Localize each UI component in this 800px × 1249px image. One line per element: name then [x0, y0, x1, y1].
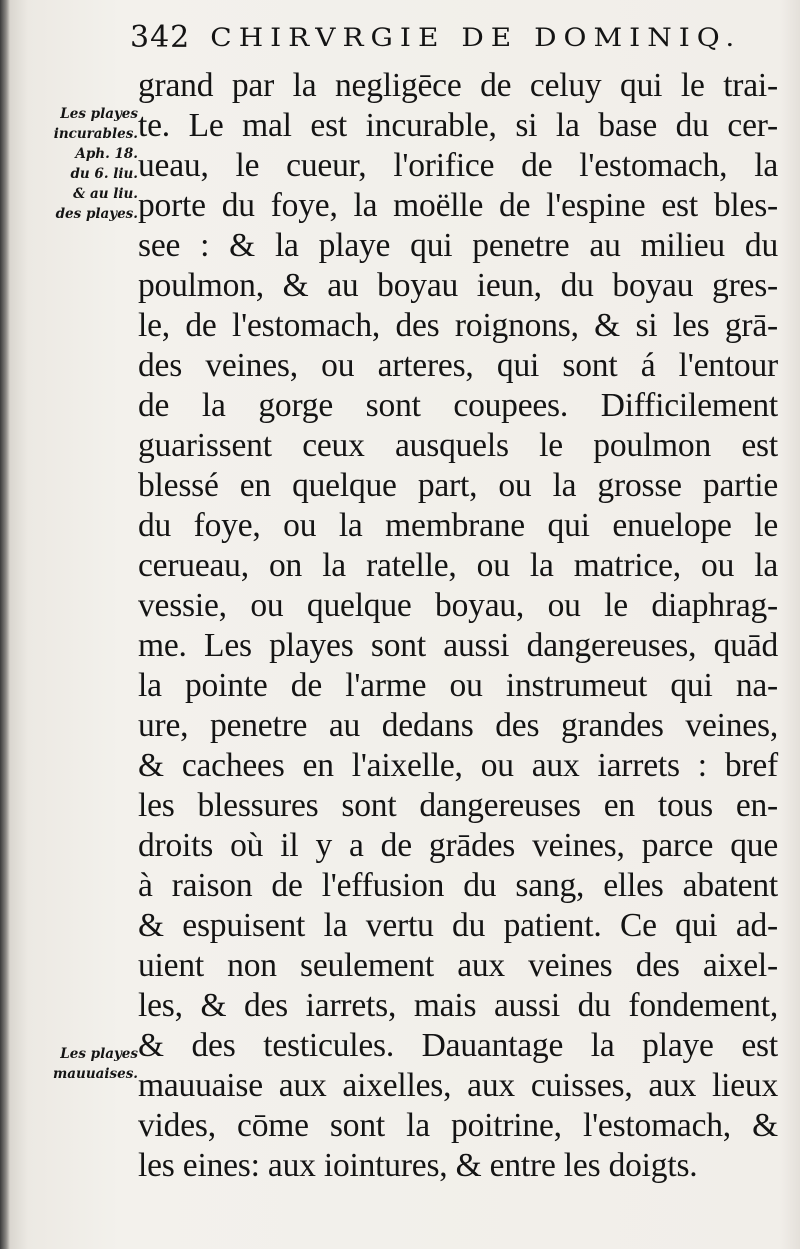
text-line: & espuisent la vertu du patient. Ce qui ad-	[138, 907, 778, 944]
text-line: porte du foye, la moëlle de l'espine est bles-	[138, 187, 778, 224]
text-line: poulmon, & au boyau ieun, du boyau gres-	[138, 267, 778, 304]
text-line: les, & des iarrets, mais aussi du fondement,	[138, 987, 778, 1024]
text-line: la pointe de l'arme ou instrumeut qui na-	[138, 667, 778, 704]
text-line: & des testicules. Dauantage la playe est	[138, 1027, 778, 1064]
page-header	[130, 20, 750, 66]
text-line: vides, cōme sont la poitrine, l'estomach, &	[138, 1107, 778, 1144]
text-line: cerueau, on la ratelle, ou la matrice, ou la	[138, 547, 778, 584]
text-line: droits où il y a de grādes veines, parce que	[138, 827, 778, 864]
margin-note-incurable-wounds	[12, 104, 138, 224]
text-line: le, de l'estomach, des roignons, & si les grā-	[138, 307, 778, 344]
margin-note-line: Aph. 18.	[75, 146, 138, 162]
text-line: ure, penetre au dedans des grandes veines,	[138, 707, 778, 744]
text-line: uient non seulement aux veines des aixel-	[138, 947, 778, 984]
text-line: à raison de l'effusion du sang, elles abatent	[138, 867, 778, 904]
text-line: te. Le mal est incurable, si la base du cer-	[138, 107, 778, 144]
text-line: guarissent ceux ausquels le poulmon est	[138, 427, 778, 464]
text-line: & cachees en l'aixelle, ou aux iarrets : bref	[138, 747, 778, 784]
text-line: blessé en quelque part, ou la grosse partie	[138, 467, 778, 504]
text-line: du foye, ou la membrane qui enuelope le	[138, 507, 778, 544]
margin-note-line: & au liu.	[73, 186, 138, 202]
page-number: 342	[130, 20, 191, 55]
margin-note-line: des playes.	[55, 206, 138, 222]
page-gutter-shadow	[0, 0, 10, 1249]
text-line: les blessures sont dangereuses en tous en-	[138, 787, 778, 824]
text-line: des veines, ou arteres, qui sont á l'entour	[138, 347, 778, 384]
margin-note-line: incurables.	[53, 126, 138, 142]
text-line: grand par la negligēce de celuy qui le trai-	[138, 67, 778, 104]
margin-note-bad-wounds	[12, 1044, 138, 1084]
margin-note-line: mauuaises.	[52, 1066, 138, 1082]
margin-note-line: du 6. liu.	[70, 166, 138, 182]
text-line: me. Les playes sont aussi dangereuses, quād	[138, 627, 778, 664]
text-line: see : & la playe qui penetre au milieu du	[138, 227, 778, 264]
running-head: CHIRVRGIE DE DOMINIQ.	[210, 22, 742, 53]
margin-note-line: Les playes	[60, 106, 138, 122]
text-line: vessie, ou quelque boyau, ou le diaphrag-	[138, 587, 778, 624]
text-line: les eines: aux iointures, & entre les doigts.	[138, 1147, 698, 1184]
margin-note-line: Les playes	[60, 1046, 138, 1062]
text-line: ueau, le cueur, l'orifice de l'estomach, la	[138, 147, 778, 184]
body-text	[138, 66, 778, 1186]
text-line: mauuaise aux aixelles, aux cuisses, aux lieux	[138, 1067, 778, 1104]
text-line: de la gorge sont coupees. Difficilement	[138, 387, 778, 424]
